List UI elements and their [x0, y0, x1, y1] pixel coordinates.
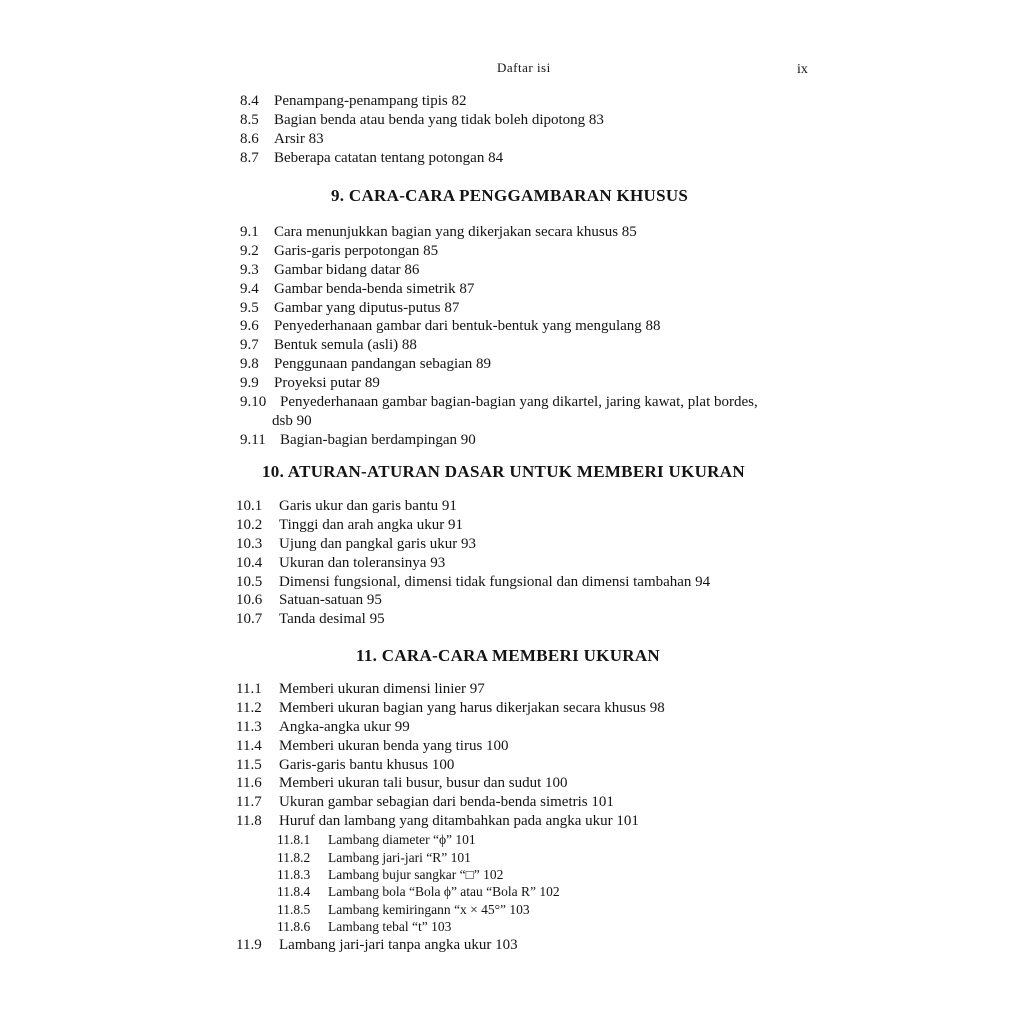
entry-title: dsb 90: [272, 413, 312, 429]
entry-title: Beberapa catatan tentang potongan 84: [274, 150, 504, 166]
entry-title: Memberi ukuran dimensi linier 97: [279, 681, 485, 697]
entry-title: Lambang jari-jari tanpa angka ukur 103: [279, 937, 518, 953]
entry-title: Huruf dan lambang yang ditambahkan pada angka ukur 101: [279, 813, 639, 829]
entry-title: Cara menunjukkan bagian yang dikerjakan secara khusus 85: [274, 224, 637, 240]
entry-number: 11.7: [236, 794, 262, 810]
entry-number: 9.10: [240, 394, 267, 410]
entry-title: Gambar benda-benda simetrik 87: [274, 281, 475, 297]
entry-number: 11.8.5: [277, 902, 311, 917]
entry-number: 11.9: [236, 937, 262, 953]
entry-title: Ujung dan pangkal garis ukur 93: [279, 536, 477, 552]
entry-title: Tanda desimal 95: [279, 611, 385, 627]
entry-number: 11.8.1: [277, 832, 311, 847]
entry-number: 10.6: [236, 592, 263, 608]
entry-number: 11.8.2: [277, 850, 311, 865]
entry-number: 9.4: [240, 281, 259, 297]
running-head: Daftar isi: [497, 60, 551, 75]
entry-title: Ukuran gambar sebagian dari benda-benda simetris 101: [279, 794, 614, 810]
entry-number: 8.4: [240, 93, 259, 109]
entry-title: Arsir 83: [274, 131, 324, 147]
entry-number: 11.5: [236, 757, 262, 773]
entry-number: 11.8: [236, 813, 262, 829]
entry-title: Memberi ukuran tali busur, busur dan sudut 100: [279, 775, 568, 791]
entry-title: Penggunaan pandangan sebagian 89: [274, 356, 492, 372]
entry-title: Penyederhanaan gambar bagian-bagian yang dikartel, jaring kawat, plat bordes,: [280, 394, 758, 410]
entry-number: 10.5: [236, 574, 263, 590]
entry-title: Memberi ukuran benda yang tirus 100: [279, 738, 509, 754]
entry-number: 9.11: [240, 432, 266, 448]
entry-title: Memberi ukuran bagian yang harus dikerjakan secara khusus 98: [279, 700, 665, 716]
entry-number: 11.1: [236, 681, 262, 697]
entry-number: 8.6: [240, 131, 259, 147]
entry-title: Gambar bidang datar 86: [274, 262, 420, 278]
entry-title: Lambang bujur sangkar “□” 102: [328, 867, 504, 882]
entry-title: Lambang tebal “t” 103: [328, 919, 452, 934]
entry-title: Satuan-satuan 95: [279, 592, 382, 608]
entry-number: 10.7: [236, 611, 263, 627]
entry-number: 10.4: [236, 555, 263, 571]
entry-title: Lambang bola “Bola ϕ” atau “Bola R” 102: [328, 884, 560, 899]
entry-number: 11.8.4: [277, 884, 311, 899]
entry-number: 9.6: [240, 318, 259, 334]
entry-number: 9.7: [240, 337, 259, 353]
entry-title: Ukuran dan toleransinya 93: [279, 555, 446, 571]
page-number: ix: [797, 62, 808, 77]
entry-title: Bagian benda atau benda yang tidak boleh dipotong 83: [274, 112, 604, 128]
entry-title: Tinggi dan arah angka ukur 91: [279, 517, 463, 533]
entry-number: 11.4: [236, 738, 262, 754]
entry-title: Garis ukur dan garis bantu 91: [279, 498, 457, 514]
entry-number: 9.3: [240, 262, 259, 278]
chapter-heading: 11. CARA-CARA MEMBERI UKURAN: [356, 646, 661, 665]
entry-title: Lambang jari-jari “R” 101: [328, 850, 471, 865]
entry-title: Bagian-bagian berdampingan 90: [280, 432, 476, 448]
entry-number: 9.8: [240, 356, 259, 372]
entry-number: 9.2: [240, 243, 259, 259]
entry-number: 9.5: [240, 300, 259, 316]
entry-number: 8.7: [240, 150, 259, 166]
chapter-heading: 9. CARA-CARA PENGGAMBARAN KHUSUS: [331, 186, 689, 205]
entry-title: Proyeksi putar 89: [274, 375, 380, 391]
entry-number: 9.9: [240, 375, 259, 391]
entry-title: Lambang kemiringann “x × 45°” 103: [328, 902, 530, 917]
entry-number: 11.6: [236, 775, 262, 791]
entry-title: Bentuk semula (asli) 88: [274, 337, 417, 353]
entry-number: 10.2: [236, 517, 263, 533]
entry-title: Garis-garis perpotongan 85: [274, 243, 439, 259]
entry-title: Gambar yang diputus-putus 87: [274, 300, 460, 316]
chapter-heading: 10. ATURAN-ATURAN DASAR UNTUK MEMBERI UKURAN: [262, 462, 745, 481]
entry-number: 11.8.6: [277, 919, 311, 934]
entry-number: 11.2: [236, 700, 262, 716]
entry-number: 10.1: [236, 498, 263, 514]
entry-title: Dimensi fungsional, dimensi tidak fungsional dan dimensi tambahan 94: [279, 574, 711, 590]
entry-title: Garis-garis bantu khusus 100: [279, 757, 455, 773]
entry-number: 8.5: [240, 112, 259, 128]
entry-title: Penyederhanaan gambar dari bentuk-bentuk yang mengulang 88: [274, 318, 661, 334]
entry-number: 11.8.3: [277, 867, 311, 882]
entry-title: Lambang diameter “ϕ” 101: [328, 832, 476, 847]
entry-number: 9.1: [240, 224, 259, 240]
entry-title: Angka-angka ukur 99: [279, 719, 410, 735]
entry-number: 11.3: [236, 719, 262, 735]
entry-number: 10.3: [236, 536, 263, 552]
entry-title: Penampang-penampang tipis 82: [274, 93, 467, 109]
